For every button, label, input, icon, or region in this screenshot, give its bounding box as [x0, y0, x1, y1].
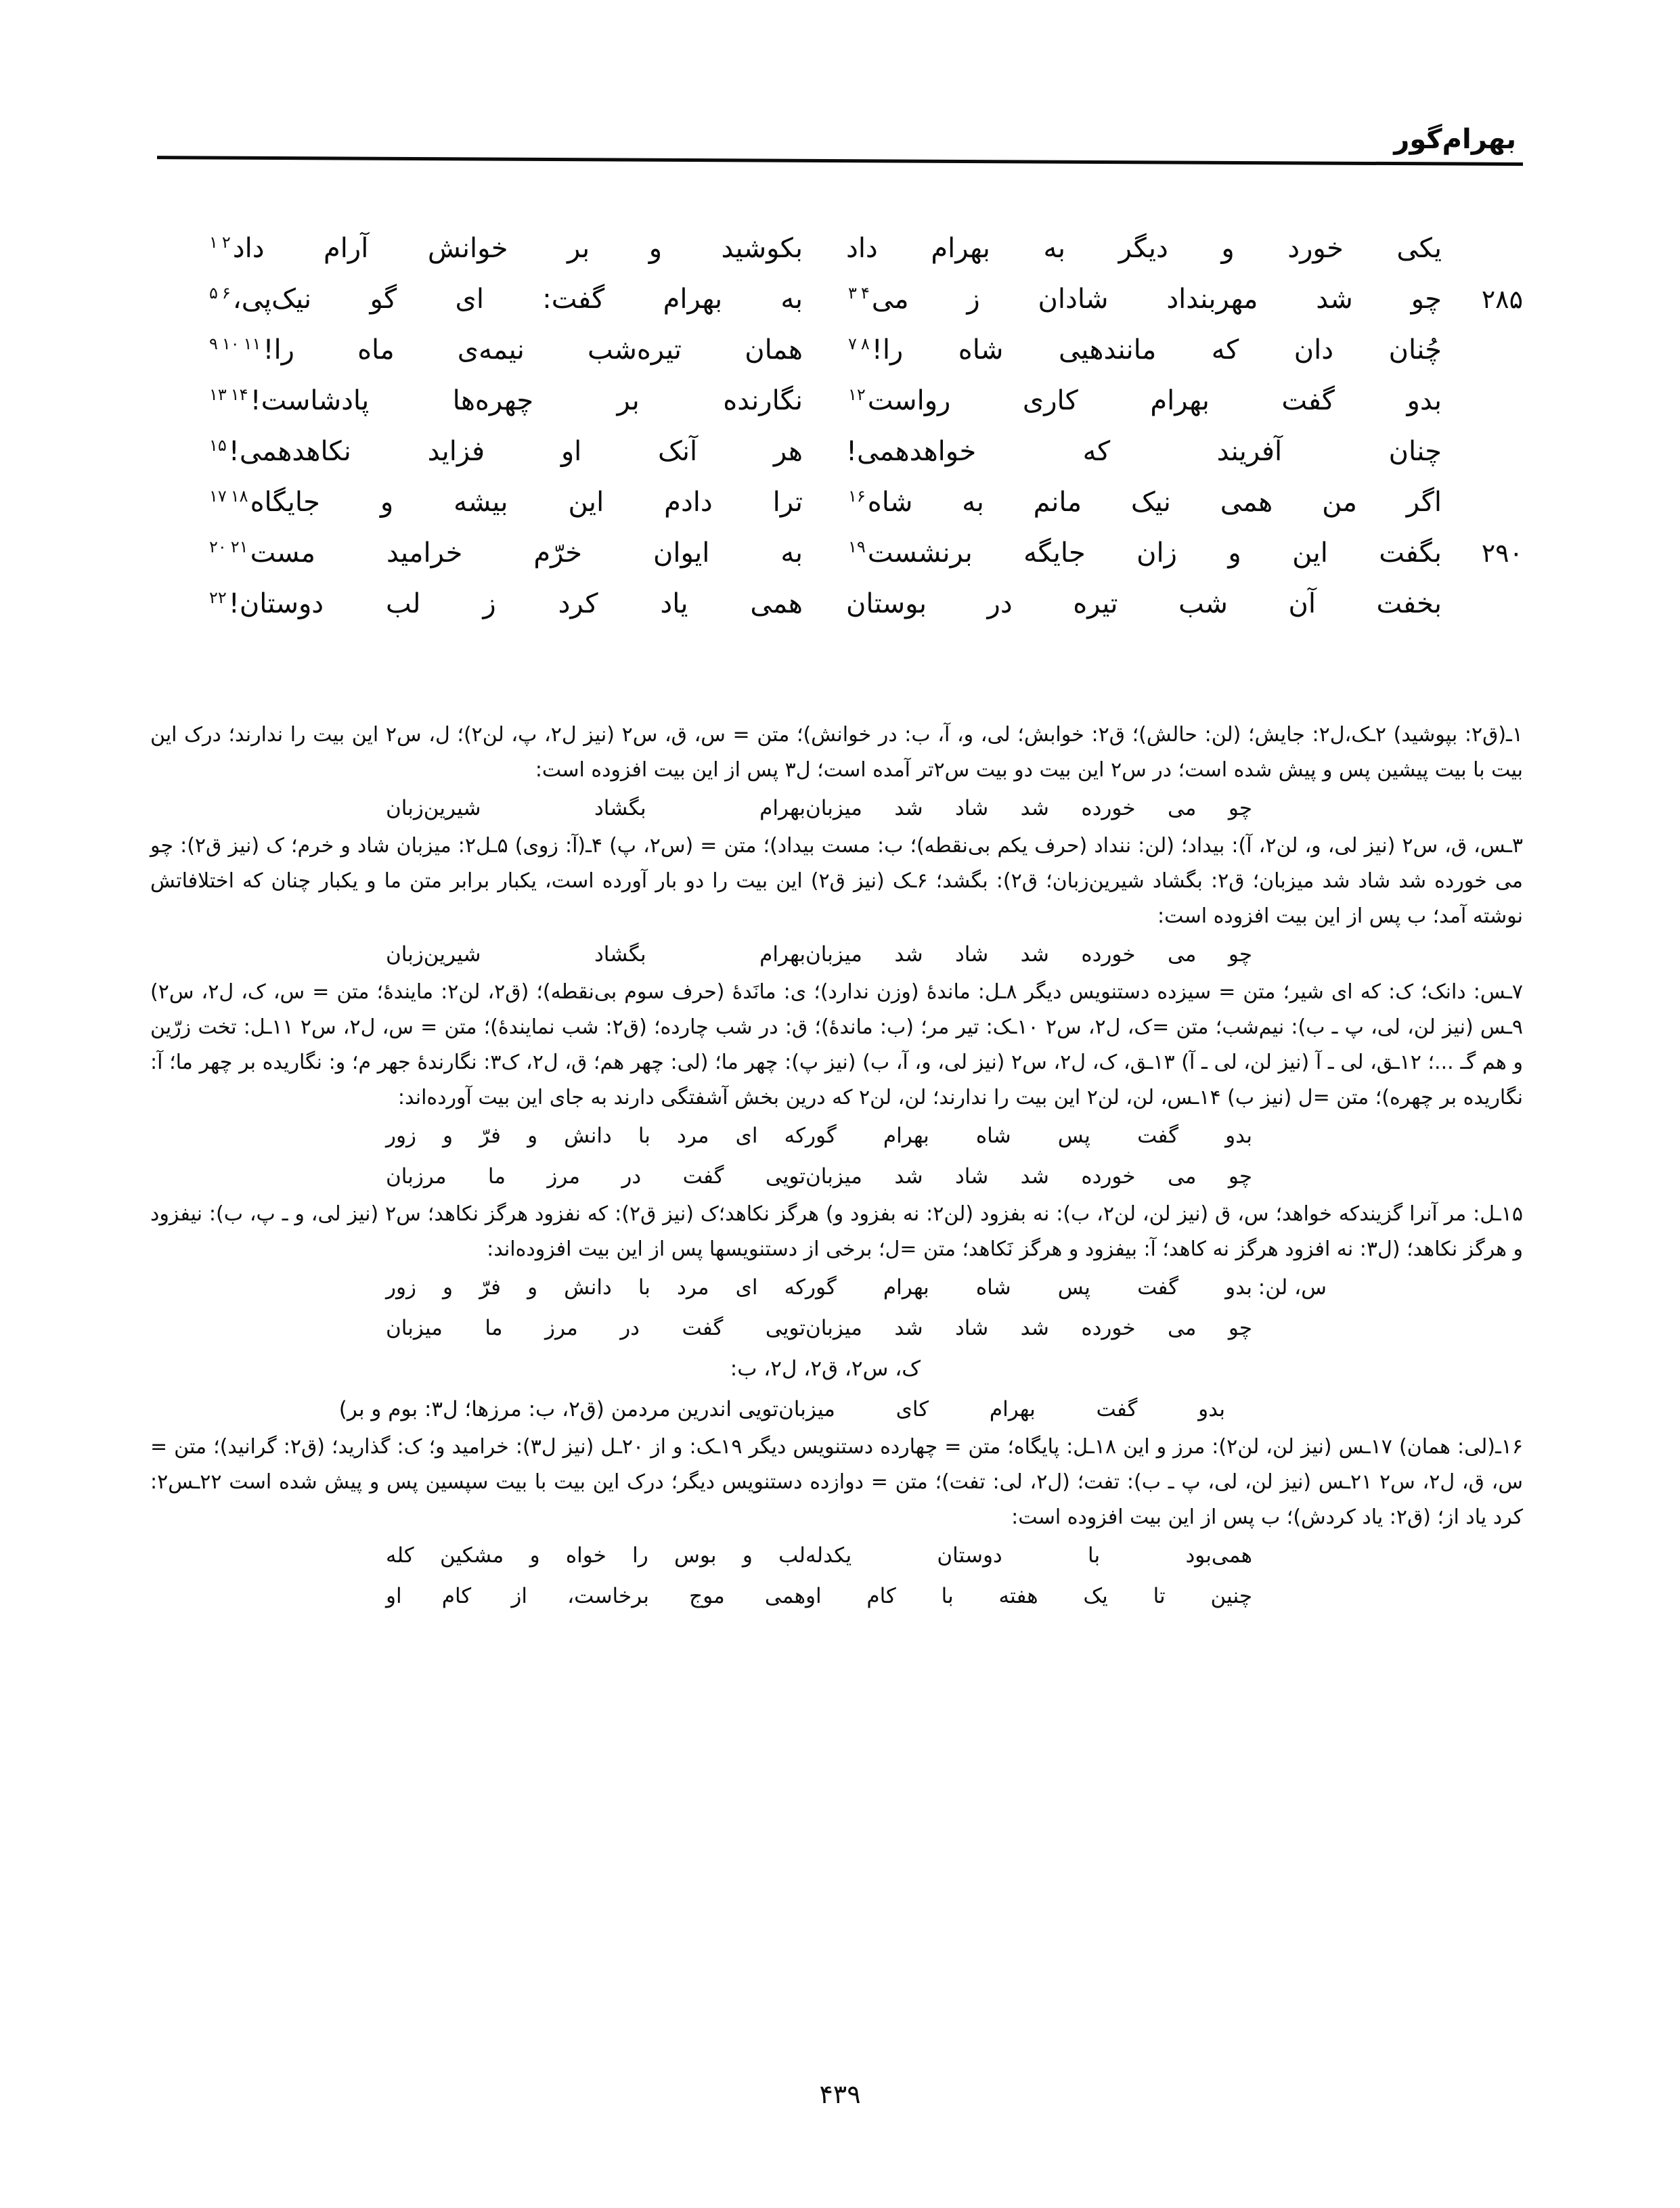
- quoted-couplet: [150, 934, 1523, 975]
- hemistich-second: به ایوان خرّم خرامید مست$^{۲۰}$ $^{۲۱}$: [207, 528, 803, 579]
- footnote-marker: ۶: [221, 283, 231, 303]
- critical-apparatus: [150, 717, 1523, 1616]
- hemistich-first: بگفت این و زان جایگه برنشست$^{۱۹}$: [846, 528, 1442, 579]
- quoted-hemistich-second: بهرام بگشاد شیرین‌زبان: [386, 942, 805, 967]
- quoted-hemistich-first: چو می خورده شد شاد شد میزبان: [805, 1316, 1252, 1340]
- footnote-marker: ۱۳: [209, 384, 227, 404]
- quoted-hemistich-second: که ای مرد با دانش و فرّ و زور: [386, 1124, 805, 1148]
- couplet-witness-tag: [1252, 1116, 1327, 1156]
- footnote-marker: ۳: [848, 283, 857, 303]
- quoted-hemistich-second: همی موج برخاست، از کام او: [386, 1584, 805, 1608]
- footnote-marker: ۲۲: [209, 588, 227, 607]
- footnote-marker: ۱: [209, 232, 218, 252]
- couplet-witness-tag: [1252, 1308, 1327, 1348]
- quoted-hemistich-second: که ای مرد با دانش و فرّ و زور: [386, 1275, 805, 1300]
- footnote-marker: ۱۰: [221, 334, 240, 353]
- quoted-hemistich-second: لب و بوس را خواه و مشکین کله: [386, 1543, 805, 1568]
- hemistich-second: بکوشید و بر خوانش آرام داد$^۱$ $^۲$: [207, 223, 803, 274]
- quoted-couplet: [150, 1389, 1523, 1430]
- quoted-hemistich-second: تویی گفت در مرز ما مرزبان: [386, 1164, 805, 1189]
- quoted-hemistich-first: بدو گفت پس شاه بهرام گور: [805, 1124, 1252, 1148]
- verse-line: [157, 528, 1523, 579]
- verse-block: [157, 223, 1523, 630]
- verse-line: [157, 477, 1523, 528]
- hemistich-first: اگر من همی نیک مانم به شاه$^{۱۶}$: [846, 477, 1442, 528]
- quoted-hemistich-second: تویی گفت در مرز ما میزبان: [386, 1316, 805, 1340]
- verse-line: [157, 579, 1523, 630]
- hemistich-second: به بهرام گفت: ای گو نیک‌پی،$^۵$ $^۶$: [207, 274, 803, 325]
- footnote-marker: ۸: [860, 334, 870, 353]
- footnote-marker: ۹: [209, 334, 218, 353]
- footnote-marker: ۲۰: [209, 537, 227, 556]
- footnote-marker: ۱۱: [243, 334, 261, 353]
- apparatus-note: ۱ـ(ق۲: بپوشید) ۲ـک،ل۲: جایش؛ (لن: حالش)؛ ق۲: خوابش؛ لی، و، آ، ب: در خوانش)؛ متن = س، ق، س۲ (نیز ل۲، پ، لن۲)؛ ل، س۲ این بیت را ندارند؛ درک این بیت با بیت پیشین پس و پیش شده است؛ در س۲ این بیت دو بیت س۲تر آمده است؛ ل۳ پس از این بیت افزوده است:: [150, 723, 1523, 782]
- header-rule: [157, 156, 1523, 166]
- couplet-witness-tag: [1225, 1389, 1300, 1430]
- apparatus-note: ۳ـس، ق، س۲ (نیز لی، و، لن۲، آ): بیداد؛ (لن: ننداد (حرف یکم بی‌نقطه)؛ ب: مست بیداد)؛ متن = (س۲، پ) ۴ـ(آ: زوی) ۵ـل۲: میزبان شاد و خرم؛ ک (نیز ق۲): چو می خورده شد شاد شد میزبان؛ ق۲: بگشاد شیرین‌زبان؛ ق۲): بگشد؛ ۶ـک (نیز ق۲) این بیت را دو بار آورده است، یکبار برابر متن ما و یکبار چنان که اختلافاتش نوشته آمد؛ ب پس از این بیت افزوده است:: [150, 834, 1524, 928]
- verse-number: ۲۸۵: [1481, 284, 1523, 314]
- verse-line: [157, 376, 1523, 426]
- couplet-witness-tag: [1252, 788, 1327, 829]
- quoted-hemistich-first: چنین تا یک هفته با کام او: [805, 1584, 1252, 1608]
- verse-line: [157, 223, 1523, 274]
- couplet-witness-tag: س، لن:: [1258, 1275, 1327, 1300]
- apparatus-note: ۷ـس: دانک؛ ک: که ای شیر؛ متن = سیزده دستنویس دیگر ۸ـل: ماندهٔ (وزن ندارد)؛ ی: مانَدهٔ (حرف سوم بی‌نقطه)؛ (ق۲، لن۲: مایندهٔ؛ متن = س، ک، ل۲، س۲) ۹ـس (نیز لن، لی، پ ـ ب): نیم‌شب؛ متن =ک، ل۲، س۲ ۱۰ـک: تیر مر؛ (ب: ماندهٔ)؛ ق: در شب چارده؛ (ق۲: شب نمایندهٔ)؛ متن = س، ل۲، س۲ ۱۱ـل: تخت زرّین و هم گـ ...؛ ۱۲ـق، لی ـ آ (نیز لن، لی ـ آ) ۱۳ـق، ک، ل۲، س۲ (نیز لی، و، آ، ب) (نیز پ): چهر ما؛ (لی: چهر هم؛ ق، ل۲، ک۳: نگارندهٔ جهر م؛ و: نگاریده بر چهر ما؛ آ: نگاریده بر چهره)؛ متن =ل (نیز ب) ۱۴ـس، لن، لن۲ این بیت را ندارند؛ لن، لن۲ که درین بخش آشفتگی دارند به جای این بیت آورده‌اند:: [150, 980, 1524, 1109]
- quoted-hemistich-first: چو می خورده شد شاد شد میزبان: [805, 796, 1252, 820]
- quoted-hemistich-second: تویی اندرین مردمن (ق۲، ب: مرزها؛ ل۳: بوم و بر): [338, 1397, 778, 1421]
- footnote-marker: ۱۴: [230, 384, 248, 404]
- couplet-witness-tag: [1252, 1535, 1327, 1576]
- footnote-marker: ۵: [209, 283, 218, 303]
- footnote-marker: ۱۵: [209, 435, 227, 455]
- hemistich-first: بدو گفت بهرام کاری رواست$^{۱۲}$: [846, 376, 1442, 426]
- hemistich-first: چو شد مهربنداد شادان ز می$^۳$ $^۴$: [846, 274, 1442, 325]
- hemistich-second: ترا دادم این بیشه و جایگاه$^{۱۷}$ $^{۱۸}$: [207, 477, 803, 528]
- hemistich-second: همی یاد کرد ز لب دوستان!$^{۲۲}$: [207, 579, 803, 630]
- hemistich-first: چُنان دان که مانندهیی شاه را!$^۷$ $^۸$: [846, 325, 1442, 376]
- quoted-couplet: [150, 1116, 1523, 1156]
- hemistich-second: همان تیره‌شب نیمه‌ی ماه را!$^۹$ $^{۱۰}$ $^{۱۱}$: [207, 325, 803, 376]
- quoted-hemistich-first: چو می خورده شد شاد شد میزبان: [805, 1164, 1252, 1189]
- couplet-witness-tag: [1252, 1156, 1327, 1197]
- footnote-marker: ۷: [848, 334, 857, 353]
- couplet-witness-tag: [1252, 1576, 1327, 1616]
- quoted-couplet: [150, 1576, 1523, 1616]
- quoted-hemistich-first: چو می خورده شد شاد شد میزبان: [805, 942, 1252, 967]
- apparatus-note: ۱۶ـ(لی: همان) ۱۷ـس (نیز لن، لن۲): مرز و این ۱۸ـل: پایگاه؛ متن = چهارده دستنویس دیگر ۱۹ـک: و از ۲۰ـل (نیز ل۳): خرامید و؛ ک: گذارید؛ (ق۲: گرانید)؛ متن = س، ق، ل۲، س۲ ۲۱ـس (نیز لن، لی، پ ـ ب): تفت؛ (ل۲، لی: تفت)؛ متن = دوازده دستنویس دیگر؛ درک این بیت با بیت سپسین پس و پیش شده است ۲۲ـس۲: کرد یاد از؛ (ق۲: یاد کردش)؛ ب پس از این بیت افزوده است:: [150, 1435, 1524, 1529]
- footnote-marker: ۲۱: [230, 537, 248, 556]
- quoted-hemistich-first: بدو گفت بهرام کای میزبان: [778, 1397, 1225, 1421]
- hemistich-second: هر آنک او فزاید نکاهدهمی!$^{۱۵}$: [207, 426, 803, 477]
- apparatus-witness-head: ک، س۲، ق۲، ل۲، ب:: [730, 1356, 921, 1381]
- hemistich-second: نگارنده بر چهره‌ها پادشاست!$^{۱۳}$ $^{۱۴}$: [207, 376, 803, 426]
- quoted-hemistich-first: همی‌بود با دوستان یکدله: [805, 1543, 1252, 1568]
- footnote-marker: ۱۶: [848, 486, 866, 506]
- verse-number: ۲۹۰: [1481, 538, 1523, 568]
- footnote-marker: ۱۷: [209, 486, 227, 506]
- verse-line: [157, 426, 1523, 477]
- hemistich-first: چنان آفریند که خواهدهمی!: [846, 436, 1442, 467]
- hemistich-first: یکی خورد و دیگر به بهرام داد: [846, 233, 1442, 264]
- verse-line: [157, 274, 1523, 325]
- footnote-marker: ۱۹: [848, 537, 866, 556]
- footnote-marker: ۱۲: [848, 384, 866, 404]
- running-head-title: بهرام‌گور: [1394, 124, 1516, 155]
- folio-number: ۴۳۹: [819, 2079, 861, 2109]
- running-head: [157, 126, 1523, 166]
- couplet-witness-tag: [1252, 934, 1327, 975]
- quoted-couplet: [150, 1308, 1523, 1348]
- quoted-hemistich-first: بدو گفت پس شاه بهرام گور: [805, 1275, 1252, 1300]
- quoted-hemistich-second: بهرام بگشاد شیرین‌زبان: [386, 796, 805, 820]
- footnote-marker: ۲: [221, 232, 231, 252]
- footnote-marker: ۱۸: [230, 486, 248, 506]
- verse-line: [157, 325, 1523, 376]
- apparatus-note: ۱۵ـل: مر آنرا گزیندکه خواهد؛ س، ق (نیز لن، لن۲، ب): نه بفزود (لن۲: نه بفزود و) هرگز نکاهد؛ک (نیز ق۲): که نفزود هرگز نکاهد؛ س۲ (نیز لی، و ـ پ، ب): نیفزود و هرگز نکاهد؛ (ل۳: نه افزود هرگز نه کاهد؛ آ: بیفزود و هرگز نَکاهد؛ متن =ل؛ برخی از دستنویسها پس از این بیت افزوده‌اند:: [150, 1202, 1523, 1261]
- quoted-couplet: [150, 788, 1523, 829]
- hemistich-first: بخفت آن شب تیره در بوستان: [846, 588, 1442, 619]
- quoted-couplet: [150, 1267, 1523, 1308]
- quoted-couplet: [150, 1156, 1523, 1197]
- footnote-marker: ۴: [860, 283, 870, 303]
- quoted-couplet: [150, 1535, 1523, 1576]
